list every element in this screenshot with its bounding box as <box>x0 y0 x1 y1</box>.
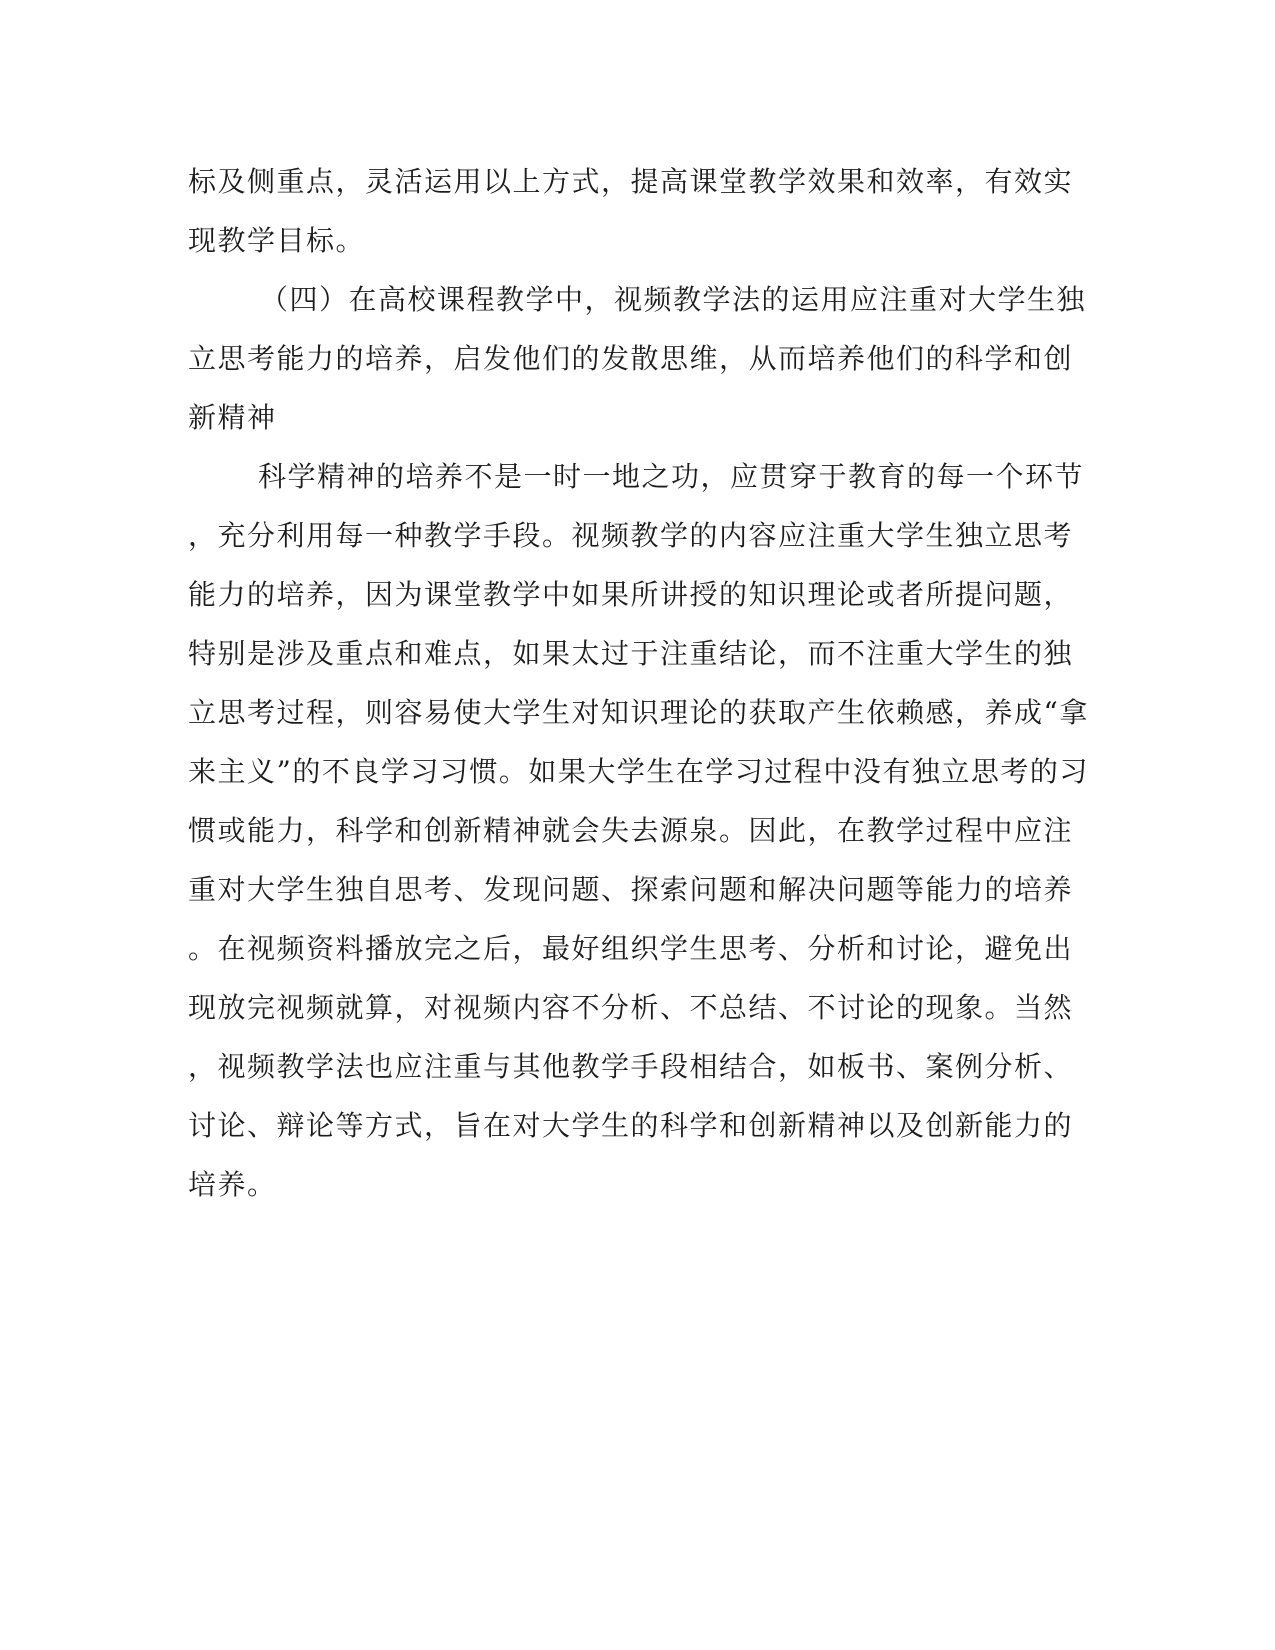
text-line: 现教学目标。 <box>188 224 366 257</box>
section-heading-line: （四）在高校课程教学中，视频教学法的运用应注重对大学生独 <box>260 283 1087 316</box>
text-line: ，充分利用每一种教学手段。视频教学的内容应注重大学生独立思考 <box>188 519 1074 552</box>
text-line: 来主义”的不良学习习惯。如果大学生在学习过程中没有独立思考的习 <box>188 755 1089 788</box>
text-line: 特别是涉及重点和难点，如果太过于注重结论，而不注重大学生的独 <box>188 637 1074 670</box>
text-line: 标及侧重点，灵活运用以上方式，提高课堂教学效果和效率，有效实 <box>188 165 1074 198</box>
text-line: 能力的培养，因为课堂教学中如果所讲授的知识理论或者所提问题， <box>188 578 1074 611</box>
text-line: 讨论、辩论等方式，旨在对大学生的科学和创新精神以及创新能力的 <box>188 1109 1074 1142</box>
text-line: ，视频教学法也应注重与其他教学手段相结合，如板书、案例分析、 <box>188 1050 1074 1083</box>
text-line: 惯或能力，科学和创新精神就会失去源泉。因此，在教学过程中应注 <box>188 814 1074 847</box>
section-heading-line: 立思考能力的培养，启发他们的发散思维，从而培养他们的科学和创 <box>188 342 1074 375</box>
text-line: 科学精神的培养不是一时一地之功，应贯穿于教育的每一个环节 <box>258 460 1085 493</box>
text-line: 培养。 <box>188 1168 277 1201</box>
text-line: 重对大学生独自思考、发现问题、探索问题和解决问题等能力的培养 <box>188 873 1074 906</box>
section-heading-line: 新精神 <box>188 401 277 434</box>
text-line: 立思考过程，则容易使大学生对知识理论的获取产生依赖感，养成“拿 <box>188 696 1089 729</box>
text-line: 现放完视频就算，对视频内容不分析、不总结、不讨论的现象。当然 <box>188 991 1074 1024</box>
text-line: 。在视频资料播放完之后，最好组织学生思考、分析和讨论，避免出 <box>188 932 1074 965</box>
